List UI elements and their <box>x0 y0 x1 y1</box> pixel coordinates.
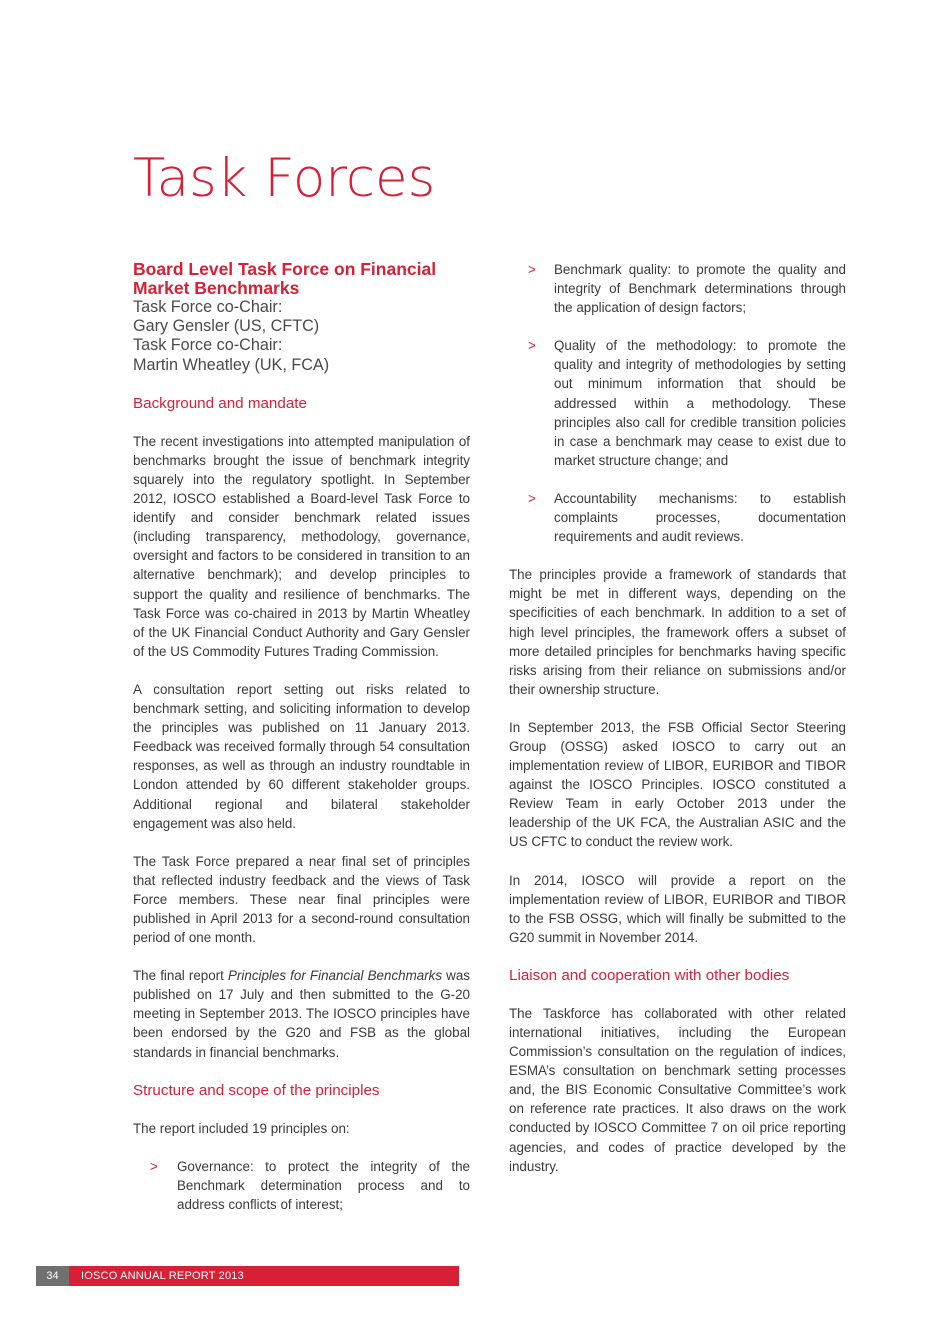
co-chair-label-1: Task Force co-Chair: <box>133 298 283 316</box>
liaison-heading: Liaison and cooperation with other bodies <box>509 966 790 984</box>
footer-report-title: IOSCO ANNUAL REPORT 2013 <box>81 1270 244 1282</box>
page-title: Task Forces <box>133 148 436 209</box>
background-heading: Background and mandate <box>133 394 307 412</box>
body-paragraph: In September 2013, the FSB Official Sector Steering Group (OSSG) asked IOSCO to carry out an implementation review of LIBOR, EURIBOR and TIBOR against the IOSCO Principles. IOSCO constituted a Review Team in early October 2013 under the leadership of the UK FCA, the Australian ASIC and the US CFTC to conduct the review work. <box>509 719 846 850</box>
bullet-marker-icon: > <box>528 490 536 506</box>
footer-bar <box>36 1266 459 1286</box>
structure-intro: The report included 19 principles on: <box>133 1120 350 1136</box>
co-chair-label-2: Task Force co-Chair: <box>133 336 283 355</box>
list-item <box>133 1157 470 1214</box>
final-report-before: The final report <box>133 968 228 984</box>
bullet-marker-icon: > <box>528 338 536 354</box>
body-paragraph: The principles provide a framework of standards that might be met in different ways, depending on the specificities of each benchmark. In addition to a set of high level principles, the framework offers a subset of more detailed principles for benchmarks having specific risks arising from their reliance on submissions and/or their ownership structure. <box>509 567 846 697</box>
right-column <box>509 260 846 1195</box>
list-item <box>509 336 846 470</box>
body-paragraph: In 2014, IOSCO will provide a report on the implementation review of LIBOR, EURIBOR and TIBOR to the FSB OSSG, which will finally be submitted to the G20 summit in November 2014. <box>509 872 846 945</box>
structure-heading: Structure and scope of the principles <box>133 1081 380 1099</box>
list-item <box>509 489 846 546</box>
body-paragraph: The recent investigations into attempted manipulation of benchmarks brought the issue of benchmark integrity squarely into the regulatory spotlight. In September 2012, IOSCO established a Board-level Task Force to identify and consider benchmark related issues (including transparency, methodology, governance, oversight and factors to be considered in transition to an alternative benchmark); and develop principles to support the quality and resilience of benchmarks. The Task Force was co-chaired in 2013 by Martin Wheatley of the UK Financial Conduct Authority and Gary Gensler of the US Commodity Futures Trading Commission. <box>133 433 470 659</box>
principles-list <box>133 1157 470 1214</box>
left-column <box>133 260 470 1233</box>
list-item <box>509 260 846 317</box>
task-force-heading: Board Level Task Force on Financial Market Benchmarks <box>133 259 437 298</box>
list-item-text: Benchmark quality: to promote the quality and integrity of Benchmark determinations through the application of design factors; <box>554 262 846 316</box>
body-paragraph: The Task Force prepared a near final set of principles that reflected industry feedback and the views of Task Force members. These near final principles were published in April 2013 for a second-round consultation period of one month. <box>133 853 470 946</box>
bullet-marker-icon: > <box>528 262 536 277</box>
principles-list-continued <box>509 260 846 546</box>
list-item-text: Quality of the methodology: to promote the quality and integrity of methodologies by setting out minimum information that should be addressed within a methodology. These principles also call for credible transition policies in case a benchmark may cease to exist due to market structure change; and <box>554 338 846 468</box>
co-chair-name-2: Martin Wheatley (UK, FCA) <box>133 355 330 374</box>
report-title: Principles for Financial Benchmarks <box>228 968 443 984</box>
bullet-marker-icon: > <box>150 1158 158 1174</box>
final-report-paragraph <box>133 966 470 1061</box>
list-item-text: Accountability mechanisms: to establish complaints processes, documentation requirements and audit reviews. <box>554 490 846 545</box>
body-paragraph: A consultation report setting out risks related to benchmark setting, and soliciting information to develop the principles was published on 11 January 2013. Feedback was received formally through 54 consultation responses, as well as through an industry roundtable in London attended by 60 different stakeholder groups. Additional regional and bilateral stakeholder engagement was also held. <box>133 681 470 831</box>
co-chair-name-1: Gary Gensler (US, CFTC) <box>133 317 320 336</box>
page-number: 34 <box>36 1266 69 1286</box>
liaison-paragraph: The Taskforce has collaborated with other related international initiatives, including the European Commission’s consultation on the regulation of indices, ESMA’s consultation on benchmark setting processes and, the BIS Economic Consultative Committee’s work on reference rate practices. It also draws on the work conducted by IOSCO Committee 7 on oil price reporting agencies, and codes of practice developed by the industry. <box>509 1005 846 1174</box>
list-item-text: Governance: to protect the integrity of the Benchmark determination process and to address conflicts of interest; <box>177 1158 470 1212</box>
final-report-after: was published on 17 July and then submitted to the G-20 meeting in September 2013. The IOSCO principles have been endorsed by the G20 and FSB as the global standards in financial benchmarks. <box>133 968 470 1060</box>
